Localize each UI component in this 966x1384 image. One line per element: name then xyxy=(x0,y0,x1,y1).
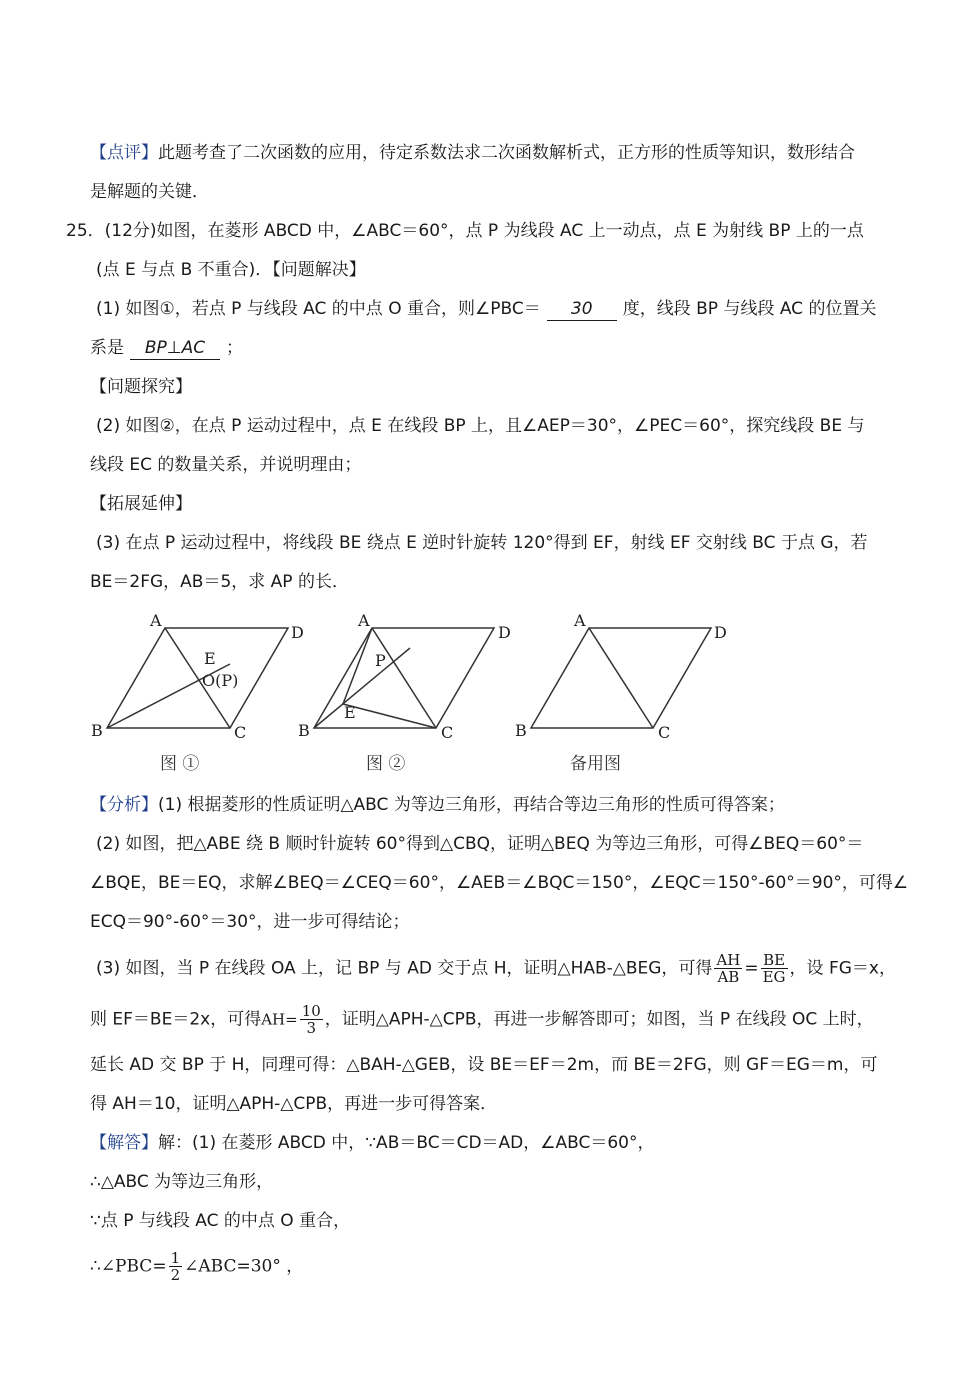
review-line-1 xyxy=(90,142,890,164)
solution-tag: 【解答】 xyxy=(90,1133,158,1153)
analysis-line-5 xyxy=(96,952,896,985)
answer-blank-2: BP⊥AC xyxy=(130,337,220,360)
fraction-three-denominator: 3 xyxy=(306,1019,317,1037)
answer-blank-1: 30 xyxy=(547,298,617,321)
fig2-ray-bp xyxy=(314,648,410,728)
problem-number: 25．(12分) xyxy=(66,221,157,241)
fraction-one-half xyxy=(169,1250,183,1283)
fig1-label-o: O(P) xyxy=(202,671,239,690)
analysis-tag: 【分析】 xyxy=(90,795,158,815)
analysis-text-5b: ，设 FG＝x， xyxy=(789,958,896,979)
question-2-line-2: 线段 EC 的数量关系，并说明理由； xyxy=(90,455,362,475)
fig2-label-b: B xyxy=(298,721,310,740)
review-tag: 【点评】 xyxy=(90,143,158,163)
fig2-label-d: D xyxy=(498,623,511,642)
question-2-line-1: (2) 如图②，在点 P 运动过程中，点 E 在线段 BP 上，且∠AEP＝30°，∠PEC＝60°，探究线段 BE 与 xyxy=(96,416,865,436)
review-text-1: 此题考查了二次函数的应用，待定系数法求二次函数解析式，正方形的性质等知识，数形结合 xyxy=(158,143,855,163)
fig1-label-a: A xyxy=(150,611,162,630)
section-heading-explore: 【问题探究】 xyxy=(90,377,192,397)
analysis-line-4: ECQ＝90°-60°＝30°，进一步可得结论； xyxy=(90,912,410,932)
analysis-line-2: (2) 如图，把△ABE 绕 B 顺时针旋转 60°得到△CBQ，证明△BEQ 为等边三角形，可得∠BEQ＝60°＝ xyxy=(96,834,864,854)
ah-equals: AH= xyxy=(261,1010,298,1029)
figures-svg xyxy=(0,600,966,790)
question-1-text-d: ； xyxy=(226,338,243,358)
fraction-ah-numerator: AH xyxy=(716,951,741,969)
analysis-line-7: 延长 AD 交 BP 于 H，同理可得：△BAH-△GEB，设 BE＝EF＝2m，而 BE＝2FG，则 GF＝EG＝m，可 xyxy=(90,1055,878,1075)
fig2-label-p: P xyxy=(375,651,386,670)
fig1-caption: 图 ① xyxy=(160,754,200,774)
solution-text-4a: ∴∠PBC= xyxy=(90,1256,167,1277)
solution-text-1: 解：(1) 在菱形 ABCD 中，∵AB＝BC＝CD＝AD，∠ABC＝60°， xyxy=(158,1133,655,1153)
fraction-ten-numerator: 10 xyxy=(301,1002,321,1020)
fig3-label-b: B xyxy=(515,721,527,740)
problem-stem-1: 如图，在菱形 ABCD 中，∠ABC＝60°，点 P 为线段 AC 上一动点，点 E 为射线 BP 上的一点 xyxy=(156,221,864,241)
analysis-line-3: ∠BQE，BE＝EQ，求解∠BEQ＝∠CEQ＝60°，∠AEB＝∠BQC＝150°，∠EQC＝150°-60°＝90°，可得∠ xyxy=(90,873,909,893)
fig2-diagonal-ac xyxy=(372,628,436,728)
fig1-label-c: C xyxy=(234,723,247,742)
fraction-be-numerator: BE xyxy=(761,952,788,969)
fig3-diagonal-ac xyxy=(589,628,653,728)
solution-line-4 xyxy=(90,1250,890,1283)
review-line-2: 是解题的关键． xyxy=(90,182,209,202)
question-1-text-b: 度，线段 BP 与线段 AC 的位置关 xyxy=(622,299,877,319)
fig1-label-d: D xyxy=(291,623,304,642)
analysis-line-6 xyxy=(90,1003,890,1036)
solution-text-4b: ∠ABC=30° ， xyxy=(184,1256,304,1277)
fraction-two-denominator: 2 xyxy=(170,1266,181,1284)
solution-line-1 xyxy=(90,1132,890,1154)
fig3-label-c: C xyxy=(658,723,671,742)
analysis-text-6b: ，证明△APH-△CPB，再进一步解答即可；如图，当 P 在线段 OC 上时， xyxy=(324,1009,874,1030)
analysis-line-8: 得 AH＝10，证明△APH-△CPB，再进一步可得答案． xyxy=(90,1094,498,1114)
problem-stem-line-2: (点 E 与点 B 不重合)．【问题解决】 xyxy=(96,260,366,280)
question-1-line-2 xyxy=(90,337,890,360)
fraction-ah-ab xyxy=(714,952,742,985)
fig3-label-a: A xyxy=(574,611,586,630)
question-1-line-1 xyxy=(96,298,896,321)
question-1-text-a: (1) 如图①，若点 P 与线段 AC 的中点 O 重合，则∠PBC＝ xyxy=(96,299,541,319)
fig1-label-e: E xyxy=(204,649,216,668)
analysis-text-6a: 则 EF＝BE＝2x，可得 xyxy=(90,1009,262,1030)
fig2-label-e: E xyxy=(344,703,356,722)
solution-line-2: ∴△ABC 为等边三角形， xyxy=(90,1172,274,1192)
analysis-text-5a: (3) 如图，当 P 在线段 OA 上，记 BP 与 AD 交于点 H，证明△HAB-△BEG，可得 xyxy=(96,958,713,979)
fig3-caption: 备用图 xyxy=(570,754,621,774)
fraction-be-eg xyxy=(761,952,788,985)
question-3-line-2: BE＝2FG，AB＝5，求 AP 的长． xyxy=(90,572,349,592)
fig1-label-b: B xyxy=(91,721,103,740)
analysis-text-1: (1) 根据菱形的性质证明△ABC 为等边三角形，再结合等边三角形的性质可得答案； xyxy=(158,795,785,815)
fraction-ah-denominator: AB xyxy=(717,968,740,986)
fraction-one-numerator: 1 xyxy=(170,1249,181,1267)
question-1-text-c: 系是 xyxy=(90,338,124,358)
problem-stem-line-1 xyxy=(66,220,866,242)
fraction-ten-thirds xyxy=(300,1003,323,1036)
fig2-caption: 图 ② xyxy=(366,754,406,774)
question-3-line-1: (3) 在点 P 运动过程中，将线段 BE 绕点 E 逆时针旋转 120°得到 EF，射线 EF 交射线 BC 于点 G，若 xyxy=(96,533,868,553)
section-heading-extend: 【拓展延伸】 xyxy=(90,494,192,514)
fig2-label-a: A xyxy=(358,611,370,630)
fig2-segment-ec xyxy=(343,704,436,728)
analysis-line-1 xyxy=(90,794,890,816)
solution-line-3: ∵点 P 与线段 AC 的中点 O 重合， xyxy=(90,1211,351,1231)
fig3-label-d: D xyxy=(714,623,727,642)
fraction-be-denominator: EG xyxy=(762,968,786,986)
equals-sign: = xyxy=(744,958,759,979)
fig2-label-c: C xyxy=(441,723,454,742)
